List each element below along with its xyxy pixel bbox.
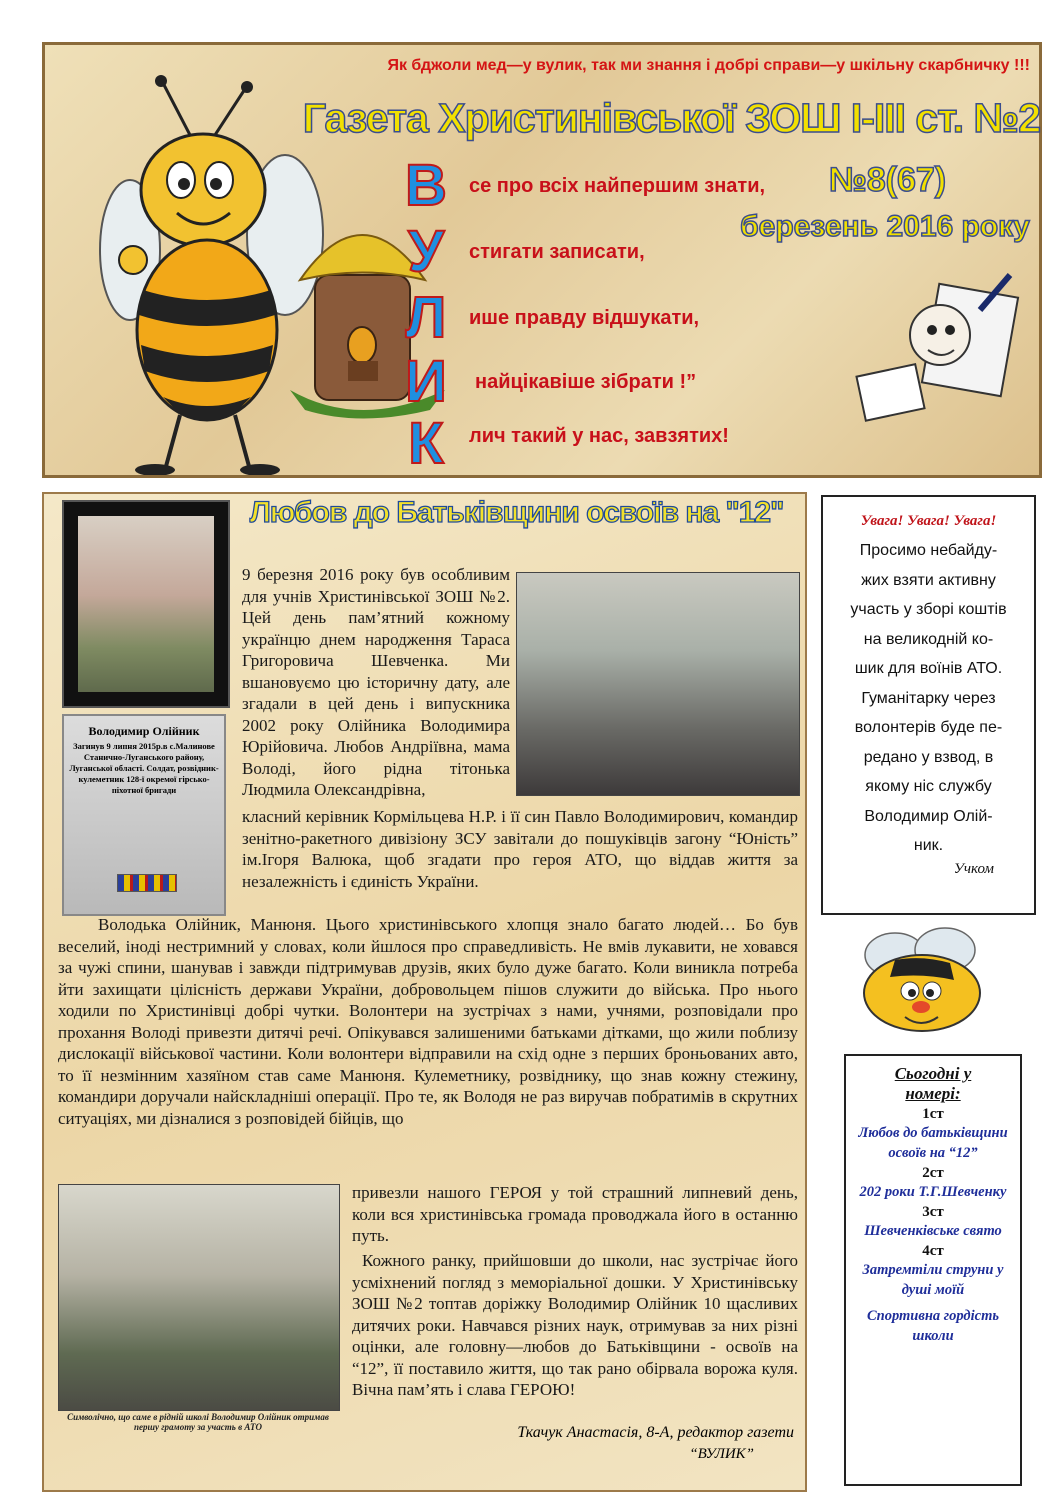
article-paragraph-2: Володька Олійник, Манюня. Цього христинівського хлопця знало багато людей… Бо був веселий, іноді нестримний у словах, коли йшлося про справедливість. Не вмів лукавити, не ховався за чужі спини, шанував і завжди підтримував друзів, яких було дуже багато. Коли виникла потреба йти захищати цілісність держави України, добровольцем пішов служити до війська. Про нього ходили по Христинівці добрі чутки. Волонтери на зустрічах з нами, учнями, розповідали про прохання Володі привезти дитячі речі. Опікувався залишеними батьками дітками, що жили поблизу дислокації військової частини. Коли волонтери відправили на схід одне з перших броньованих авто, то її незмінним хазяїном став саме Манюня. Кулеметнику, розвіднику, що знав кожну стежину, командири доручали найскладніші операції. Про те, як Володя не раз виручав побратимів в скрутних ситуаціях, ми дізналися з розповідей бійців, що — [58, 915, 798, 1128]
article-title: Любов до Батьківщини освоїв на "12" — [249, 496, 784, 529]
acrostic-letter-3: Л — [405, 285, 447, 350]
contents-page-1: 1ст — [922, 1106, 944, 1122]
notice-line: жих взяти активну — [861, 571, 996, 589]
classroom-event-photo — [516, 572, 800, 796]
notice-line: шик для воїнів АТО. — [854, 660, 1003, 677]
article-paragraph-1a: 9 березня 2016 року був особливим для учнів Христинівської ЗОШ №2. Цей день пам’ятний кожному українцю днем народження Тараса Григоровича Шевченка. Ми вшановуємо цю історичну дату, але згадали в цей день і випускника 2002 року Олійника Володимира Юрійовича. Любов Андріївна, мама Володі, його рідна тітонька Людмила Олександрівна, — [242, 565, 510, 799]
soldier-photo — [78, 516, 214, 692]
award-ceremony-photo — [58, 1184, 340, 1411]
motto: Як бджоли мед—у вулик, так ми знання і добрі справи—у шкільну скарбничку !!! — [387, 57, 1030, 74]
article-signature-paper: “ВУЛИК” — [689, 1446, 754, 1462]
contents-page-3: 3ст — [922, 1204, 944, 1220]
article-paragraph-3: привезли нашого ГЕРОЯ у той страшний липневий день, коли вся христинівська громада проводжала його в останню путь. — [352, 1183, 798, 1245]
acrostic-letter-4: И — [405, 349, 447, 414]
notice-line: редано у взвод, в — [863, 748, 994, 766]
article-paragraph-4: Кожного ранку, прийшовши до школи, нас зустрічає його усміхнений погляд з меморіальної дошки. У Христинівську ЗОШ №2 топтав доріжку Володимир Олійник 10 щасливих дитячих роки. Навчався різних наук, отримував за них різні оцінки, але головну—любов до Батьківщини - освоїв на “12”, її поставило життя, що так рано обірвала ворожа куля. Вічна пам’ять і слава ГЕРОЮ! — [352, 1251, 798, 1399]
notice-line: на великодній ко- — [863, 630, 994, 648]
contents-page-4: 4ст — [922, 1243, 944, 1259]
table-of-contents — [844, 1054, 1022, 1486]
contents-item-4[interactable]: Затремтіли струни у душі моїй — [862, 1262, 1004, 1298]
newspaper-title: Газета Христинівської ЗОШ І-ІІІ ст. №2 — [302, 95, 1040, 141]
notice-line: Володимир Олій- — [864, 807, 993, 825]
memorial-name: Володимир Олійник — [88, 724, 200, 738]
acrostic-line-1: се про всіх найпершим знати, — [469, 175, 766, 197]
contents-item-1[interactable]: Любов до батьківщини освоїв на “12” — [858, 1125, 1008, 1161]
notice-body — [823, 536, 1034, 861]
acrostic-letter-5: К — [408, 411, 444, 476]
issue-number: №8(67) — [828, 161, 947, 199]
notice-line: участь у зборі коштів — [850, 601, 1007, 618]
notice-line: якому ніс службу — [865, 778, 992, 795]
memorial-portrait — [62, 500, 230, 708]
main-article — [42, 492, 807, 1492]
acrostic-line-2: стигати записати, — [469, 241, 645, 263]
notice-line: Гуманітарку через — [861, 689, 996, 707]
contents-item-5[interactable]: Спортивна гордість школи — [866, 1308, 999, 1344]
notice-line: ник. — [913, 837, 944, 854]
acrostic-letter-1: В — [405, 153, 447, 218]
acrostic-line-5: лич такий у нас, завзятих! — [469, 425, 729, 447]
acrostic-line-4: найцікавіше зібрати !” — [475, 371, 697, 393]
notice-signature: Учком — [953, 860, 994, 877]
medal-ribbon-icon — [117, 874, 177, 892]
bee-face-illustration — [850, 925, 990, 1035]
acrostic-line-3: ише правду відшукати, — [469, 307, 700, 329]
acrostic-letter-2: У — [407, 219, 445, 284]
notice-line: волонтерів буде пе- — [854, 719, 1003, 736]
contents-page-2: 2ст — [922, 1165, 944, 1181]
notice-heading: Увага! Увага! Увага! — [860, 513, 997, 529]
contents-item-2[interactable]: 202 роки Т.Г.Шевченку — [859, 1184, 1007, 1200]
notice-box — [821, 495, 1036, 915]
notice-line: Просимо небайду- — [859, 542, 998, 559]
contents-heading-1: Сьогодні у — [894, 1064, 972, 1083]
article-signature: Ткачук Анастасія, 8-А, редактор газети — [517, 1424, 794, 1441]
writer-cartoon-illustration — [850, 270, 1030, 445]
contents-item-3[interactable]: Шевченківське свято — [864, 1223, 1002, 1239]
photo-caption: Символічно, що саме в рідній школі Володимир Олійник отримав першу грамоту за участь в АТО — [67, 1412, 329, 1432]
issue-date: березень 2016 року — [740, 210, 1030, 243]
masthead — [42, 42, 1042, 478]
memorial-plaque — [62, 714, 226, 916]
memorial-text: Загинув 9 липня 2015р.в с.Малинове Станично-Луганського району, Луганської області. Солдат, розвідник-кулеметник 128-ї окремої гірсько-піхотної бригади — [69, 741, 219, 795]
contents-heading-2: номері: — [905, 1084, 961, 1103]
article-paragraph-1b: класний керівник Кормільцева Н.Р. і її син Павло Володимирович, командир зенітно-ракетного дивізіону ЗСУ завітали до пошуківців загону “Юність” ім.Ігоря Валюка, щоб згадати про героя АТО, що віддав життя за незалежність і єдиність України. — [242, 807, 798, 891]
